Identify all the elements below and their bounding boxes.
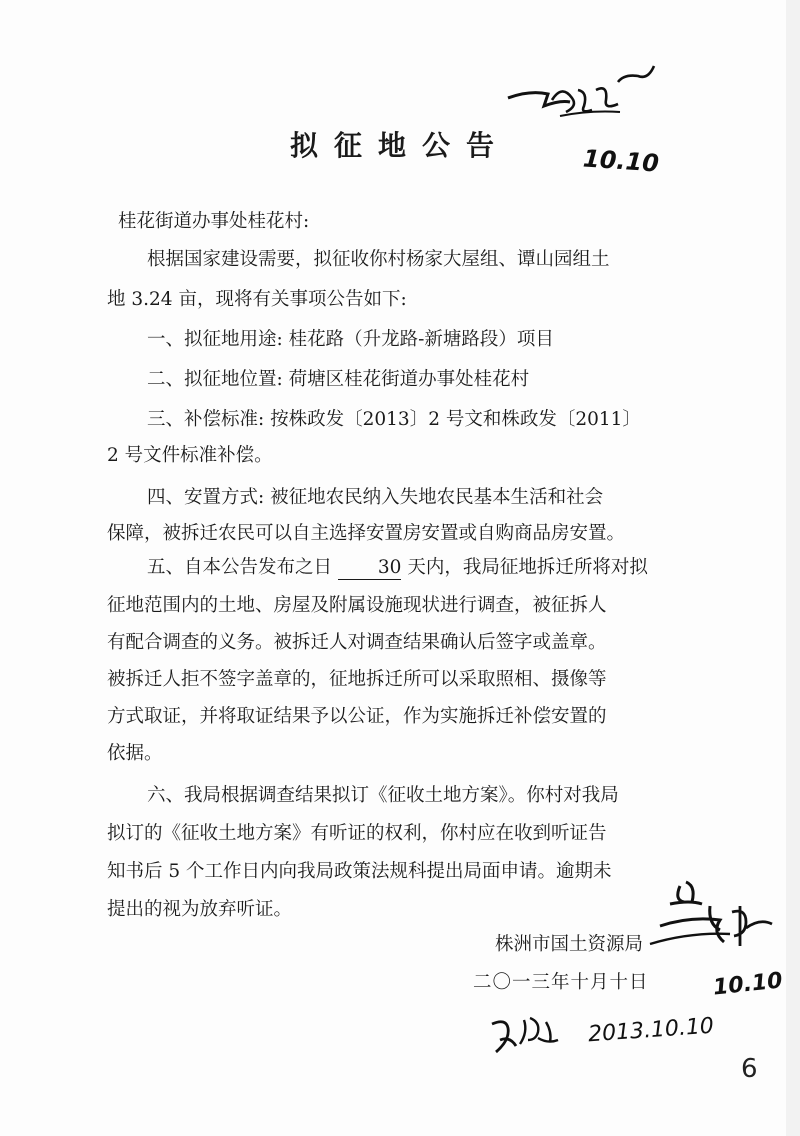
item-5-suffix: 天内，我局征地拆迁所将对拟 bbox=[407, 557, 648, 578]
item-6-line-4: 提出的视为放弃听证。 bbox=[107, 899, 293, 920]
item-6-line-1: 六、我局根据调查结果拟订《征收土地方案》。你村对我局 bbox=[147, 785, 619, 806]
item-3-line-1: 三、补偿标准: 按株政发〔2013〕2 号文和株政发〔2011〕 bbox=[147, 409, 641, 430]
top-signature bbox=[500, 60, 670, 130]
item-5-days-blank: 30 bbox=[338, 557, 402, 580]
item-4-line-1: 四、安置方式: 被征地农民纳入失地农民基本生活和社会 bbox=[147, 487, 604, 508]
issue-date: 二〇一三年十月十日 bbox=[473, 972, 649, 993]
bottom-handwritten-date: 2013.10.10 bbox=[587, 1013, 715, 1048]
top-handwritten-date: 10.10 bbox=[582, 144, 660, 178]
item-5-line-3: 有配合调查的义务。被拆迁人对调查结果确认后签字或盖章。 bbox=[107, 632, 607, 653]
item-6-line-3: 知书后 5 个工作日内向我局政策法规科提出局面申请。逾期未 bbox=[107, 861, 612, 882]
issuer-name: 株洲市国土资源局 bbox=[495, 934, 644, 955]
item-2: 二、拟征地位置: 荷塘区桂花街道办事处桂花村 bbox=[147, 369, 530, 390]
item-5-line-6: 依据。 bbox=[107, 743, 163, 764]
right-handwritten-date: 10.10 bbox=[711, 968, 784, 1001]
item-5-prefix: 五、自本公告发布之日 bbox=[147, 557, 333, 578]
item-5-line-4: 被拆迁人拒不签字盖章的，征地拆迁所可以采取照相、摄像等 bbox=[107, 669, 607, 690]
page-number: 6 bbox=[741, 1054, 758, 1084]
item-4-line-2: 保障，被拆迁农民可以自主选择安置房安置或自购商品房安置。 bbox=[107, 523, 626, 544]
addressee: 桂花街道办事处桂花村: bbox=[118, 211, 310, 232]
item-3-line-2: 2 号文件标准补偿。 bbox=[107, 445, 273, 466]
bottom-signature bbox=[486, 1010, 576, 1060]
item-6-line-2: 拟订的《征收土地方案》有听证的权利，你村应在收到听证告 bbox=[107, 823, 607, 844]
item-5-line-1 bbox=[107, 552, 703, 584]
item-1: 一、拟征地用途: 桂花路（升龙路-新塘路段）项目 bbox=[147, 329, 554, 350]
item-5-line-5: 方式取证，并将取证结果予以公证，作为实施拆迁补偿安置的 bbox=[107, 706, 607, 727]
item-5-line-2: 征地范围内的土地、房屋及附属设施现状进行调查，被征拆人 bbox=[107, 595, 607, 616]
page-title: 拟征地公告 bbox=[289, 129, 510, 162]
right-signature bbox=[640, 876, 780, 966]
intro-line-2: 地 3.24 亩，现将有关事项公告如下: bbox=[107, 289, 407, 310]
scan-edge bbox=[786, 0, 800, 1136]
intro-line-1: 根据国家建设需要，拟征收你村杨家大屋组、谭山园组土 bbox=[147, 249, 610, 270]
